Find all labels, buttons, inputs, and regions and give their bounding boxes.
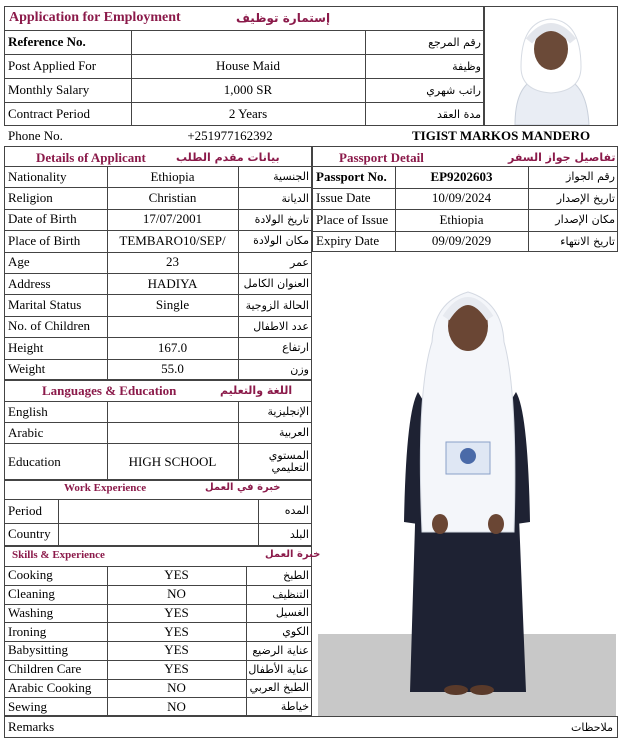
details-row-label: Date of Birth [8,211,77,227]
languages-title-en: Languages & Education [42,383,177,398]
header-row-label-ar: مدة العقد [437,107,481,121]
header-row-label-ar: راتب شهري [426,83,481,97]
skills-title-en: Skills & Experience [12,549,105,561]
details-row-label-ar: الديانة [281,191,309,205]
skills-row-label-ar: عناية الرضيع [252,643,309,657]
details-row-label: Weight [8,361,46,377]
work-row-label-ar: المده [284,504,309,518]
skills-row-label: Washing [8,604,54,620]
phone-label: Phone No. [8,128,63,143]
passport-row-label-ar: تاريخ الإصدار [556,191,615,205]
work-title-en: Work Experience [64,482,147,494]
form-title-ar: إستمارة توظيف [236,11,331,25]
details-row-label: Age [8,254,30,270]
details-title-en: Details of Applicant [36,150,146,165]
languages-title-ar: اللغة والتعليم [220,384,293,397]
details-row-value: 55.0 [161,361,184,377]
details-row-label: Nationality [8,168,67,184]
details-row-label-ar: ارتفاع [282,341,309,355]
languages-row-value [107,422,238,443]
skills-row-label-ar: الطبخ [283,568,309,582]
skills-row-value: YES [164,661,189,677]
passport-row-label-ar: مكان الإصدار [555,213,615,227]
skills-row-label-ar: الكوي [282,625,309,639]
skills-row-label: Babysitting [8,642,68,658]
languages-row-label: English [8,403,48,419]
header-row-value: House Maid [216,58,280,73]
details-row-value: Ethiopia [150,168,195,184]
skills-row-value: NO [167,679,186,695]
details-row-label: Address [8,275,51,291]
skills-row-label: Children Care [8,661,82,677]
skills-row-label: Cooking [8,567,53,583]
passport-title-ar: تفاصيل جواز السفر [508,151,616,164]
header-row-label: Reference No. [8,34,86,49]
skills-row-value: NO [167,586,186,602]
languages-row-value [107,401,238,422]
details-row-label: Religion [8,190,53,206]
passport-row-label: Issue Date [316,190,371,206]
skills-row-value: NO [167,698,186,714]
passport-row-label-ar: تاريخ الانتهاء [560,234,615,248]
skills-row-label: Ironing [8,623,47,639]
details-row-label-ar: عدد الاطفال [253,319,309,333]
work-title-ar: خبرة في العمل [205,482,281,493]
skills-row-label-ar: الغسيل [275,606,309,620]
phone-value: +251977162392 [187,128,273,143]
details-row-label-ar: الحالة الزوجية [245,298,309,312]
skills-row-label: Cleaning [8,586,55,602]
header-row-label-ar: وظيفة [452,59,481,73]
skills-row-value: YES [164,604,189,620]
passport-row-value: 10/09/2024 [431,190,492,206]
skills-row-value: YES [164,567,189,583]
header-row-label: Post Applied For [8,58,97,73]
passport-title-en: Passport Detail [339,150,424,165]
languages-row-label-ar: الإنجليزية [267,404,309,418]
details-row-label-ar: العنوان الكامل [243,277,309,291]
details-row-value: 23 [166,254,179,270]
languages-row-label-ar: المستوي التعليمي [268,448,309,474]
header-row-value: 2 Years [228,106,268,121]
details-row-label-ar: تاريخ الولادة [254,212,309,226]
passport-row-value: EP9202603 [430,168,493,184]
details-row-value: 17/07/2001 [142,211,203,227]
details-row-value [107,316,238,337]
languages-row-label: Education [8,453,61,469]
header-row-label: Monthly Salary [8,82,90,97]
header-row-label: Contract Period [8,106,90,121]
details-row-label: Height [8,339,44,355]
applicant-name: TIGIST MARKOS MANDERO [412,128,591,143]
details-row-value: TEMBARO10/SEP/ [119,232,226,248]
details-row-value: 167.0 [157,339,188,355]
details-row-value: Christian [148,190,197,206]
details-row-label: No. of Children [8,318,90,334]
languages-row-label: Arabic [8,424,44,440]
details-row-value: Single [155,297,190,313]
work-row-label-ar: البلد [289,527,309,541]
remarks-label-en: Remarks [8,719,55,734]
work-row-value [58,523,258,547]
header-row-label-ar: رقم المرجع [428,35,481,49]
skills-row-value: YES [164,623,189,639]
passport-row-value: Ethiopia [439,211,484,227]
passport-row-label: Place of Issue [316,211,389,227]
work-row-label: Country [8,526,51,542]
details-row-label-ar: مكان الولادة [253,234,309,248]
applicant-portrait-photo [484,6,618,126]
work-row-value [58,499,258,523]
details-row-label-ar: وزن [290,362,309,376]
passport-row-label-ar: رقم الجواز [566,170,615,184]
skills-row-label-ar: التنظيف [272,587,309,601]
skills-row-label: Sewing [8,698,47,714]
skills-row-label-ar: عناية الأطفال [248,662,309,676]
header-row-value: 1,000 SR [223,82,273,97]
details-title-ar: بيانات مقدم الطلب [176,151,280,164]
header-row-value [131,30,365,54]
skills-title-ar: خبرة العمل [265,549,321,560]
skills-row-label-ar: الطبخ العربي [249,681,309,695]
languages-row-value: HIGH SCHOOL [128,453,217,469]
details-row-label-ar: الجنسية [273,170,309,184]
details-row-value: HADIYA [147,275,198,291]
skills-row-label-ar: خياطة [280,700,309,714]
form-title-en: Application for Employment [9,10,181,25]
applicant-full-body-photo [318,262,616,716]
skills-row-value: YES [164,642,189,658]
passport-row-label: Expiry Date [316,233,380,249]
passport-row-value: 09/09/2029 [431,233,492,249]
languages-row-label-ar: العربية [278,425,309,439]
details-row-label-ar: عمر [290,255,309,269]
skills-row-label: Arabic Cooking [8,679,92,695]
passport-row-label: Passport No. [316,168,387,184]
details-row-label: Place of Birth [8,232,81,248]
remarks-label-ar: ملاحظات [571,720,613,734]
details-row-label: Marital Status [8,297,82,313]
work-row-label: Period [8,502,42,518]
